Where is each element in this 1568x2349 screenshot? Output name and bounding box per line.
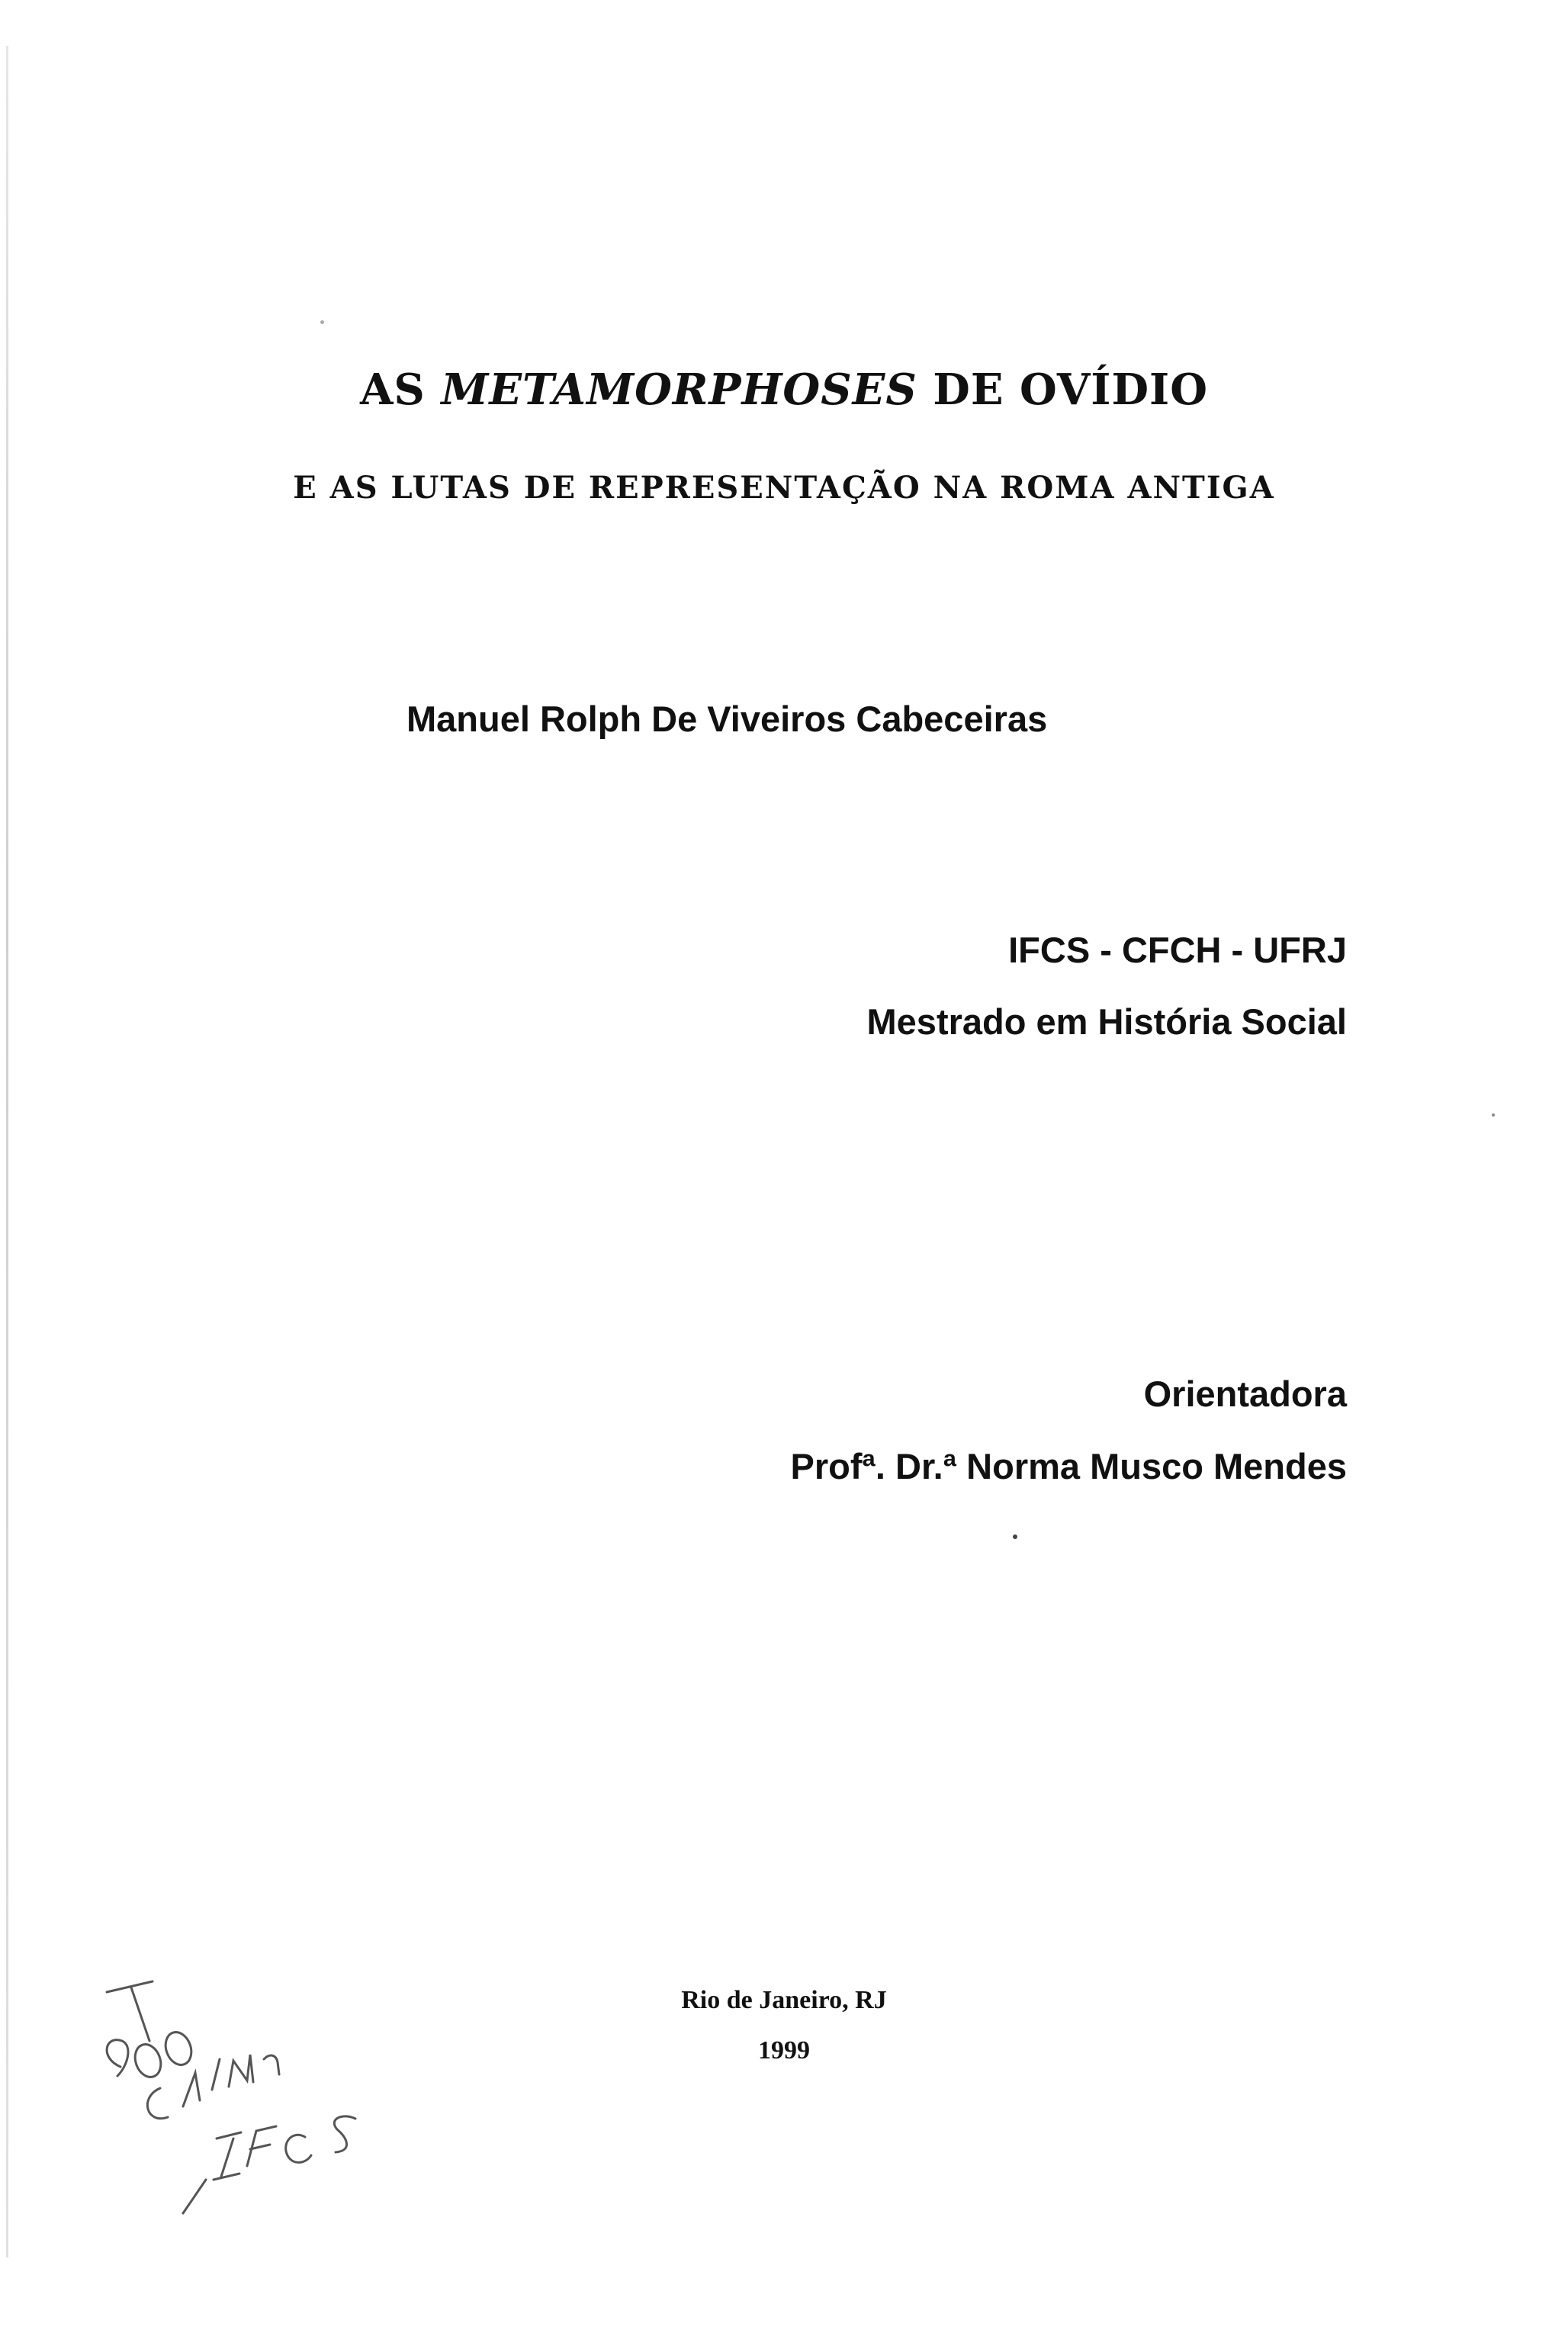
handwritten-call-number bbox=[84, 1975, 389, 2227]
program-name: Mestrado em História Social bbox=[866, 1001, 1347, 1042]
handwritten-strokes bbox=[107, 1981, 355, 2213]
author-name: Manuel Rolph De Viveiros Cabeceiras bbox=[406, 699, 1048, 739]
thesis-subtitle: E AS LUTAS DE REPRESENTAÇÃO NA ROMA ANTIGA bbox=[293, 470, 1275, 506]
scan-speck bbox=[320, 320, 324, 324]
year: 1999 bbox=[758, 2036, 810, 2065]
scan-speck bbox=[1492, 1113, 1495, 1117]
thesis-title bbox=[0, 365, 1568, 415]
advisor-label: Orientadora bbox=[1143, 1374, 1347, 1414]
place: Rio de Janeiro, RJ bbox=[681, 1986, 887, 2014]
advisor-name: Profª. Dr.ª Norma Musco Mendes bbox=[790, 1446, 1347, 1486]
title-prefix: AS bbox=[359, 365, 442, 415]
institution: IFCS - CFCH - UFRJ bbox=[1008, 930, 1347, 970]
title-suffix: DE OVÍDIO bbox=[917, 365, 1208, 415]
title-italic-work: METAMORPHOSES bbox=[441, 365, 917, 415]
scan-speck bbox=[1013, 1534, 1017, 1539]
